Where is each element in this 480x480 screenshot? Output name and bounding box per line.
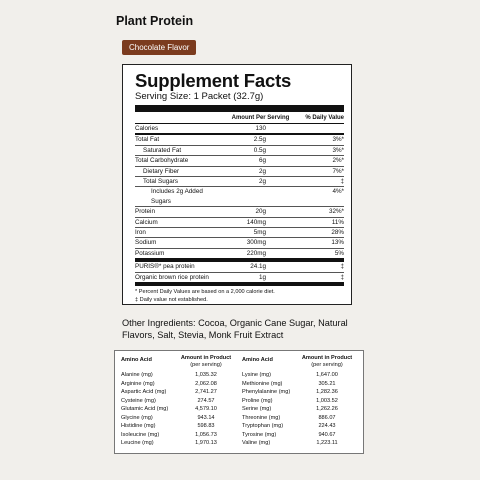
facts-column-header [135,112,344,124]
nutrient-amount: 2.5g [253,136,266,144]
amino-value: 1,223.11 [316,440,338,447]
blend-row [135,262,344,272]
thick-divider [135,105,344,112]
amino-name: Arginine (mg) [121,380,155,387]
amino-value: 940.67 [318,431,336,438]
amino-name: Valine (mg) [242,440,271,447]
nutrient-amount: 220mg [246,249,266,257]
amino-value: 2,741.27 [195,389,217,396]
amino-value: 4,579.10 [195,406,217,413]
nutrient-dv: 7%* [332,167,344,175]
amino-row [242,388,357,397]
nutrient-name: Total Fat [135,136,160,144]
amino-row [242,380,357,389]
flavor-badge: Chocolate Flavor [122,40,196,55]
amino-row [242,397,357,406]
amino-row [242,439,357,448]
amino-value: 305.21 [318,380,336,387]
amino-name: Leucine (mg) [121,440,154,447]
amino-value: 886.07 [318,414,336,421]
blend-dv: ‡ [340,263,344,271]
nutrient-name: Calories [135,125,159,132]
amino-row [121,388,236,397]
amino-name: Alanine (mg) [121,372,153,379]
nutrient-amount: 5mg [253,229,266,237]
blend-amount: 24.1g [250,263,266,271]
blend-row [135,273,344,282]
nutrient-row [135,187,344,207]
amino-name: Proline (mg) [242,397,273,404]
nutrient-row [135,124,344,135]
amino-column-right [242,355,357,453]
nutrient-row [135,238,344,248]
amino-value: 1,035.32 [195,372,217,379]
nutrient-dv: 4%* [332,188,344,196]
amino-value: 2,062.08 [195,380,217,387]
nutrient-dv: 3%* [332,136,344,144]
amino-rows-left [121,371,236,448]
amino-amount-header [176,355,236,368]
amino-row [242,414,357,423]
blend-name: Organic brown rice protein [135,273,209,281]
footnote-dv: * Percent Daily Values are based on a 2,000 calorie diet. [135,289,275,296]
blend-amount: 1g [258,273,266,281]
footnote-established: ‡ Daily value not established. [135,297,208,304]
amino-amount-header-label: Amount in Product [180,355,232,361]
amino-name: Methionine (mg) [242,380,283,387]
amino-amount-header-sub: (per serving) [190,361,222,368]
blend-rows [135,262,344,282]
amino-header [242,355,357,368]
amino-row [121,397,236,406]
amino-value: 1,282.36 [316,389,338,396]
amino-name: Histidine (mg) [121,423,156,430]
amino-value: 1,056.73 [195,431,217,438]
nutrient-row [135,135,344,145]
product-title: Plant Protein [116,14,194,28]
nutrient-dv: ‡ [340,178,344,186]
amino-name: Glutamic Acid (mg) [121,406,169,413]
nutrient-row [135,146,344,156]
nutrient-dv: 2%* [332,157,344,165]
nutrient-row [135,228,344,238]
amino-row [121,405,236,414]
amino-value: 598.83 [197,423,215,430]
amino-row [121,431,236,440]
nutrient-rows [135,124,344,258]
nutrient-amount: 130 [255,125,266,132]
nutrient-row [135,177,344,187]
nutrient-name: Includes 2g Added Sugars [151,188,203,205]
nutrient-name: Protein [135,208,155,216]
amino-column-left [121,355,236,453]
nutrient-dv: 32%* [328,208,344,216]
amino-name: Aspartic Acid (mg) [121,389,167,396]
nutrient-amount [214,187,304,206]
amino-name: Tyrosine (mg) [242,431,277,438]
nutrient-dv: 11% [331,218,344,226]
nutrient-amount: 2g [258,167,266,175]
amino-row [242,431,357,440]
amino-row [242,422,357,431]
amino-rows-right [242,371,357,448]
amino-row [121,380,236,389]
amino-name: Lysine (mg) [242,372,272,379]
nutrient-dv: 3%* [332,146,344,154]
amount-header: Amount Per Serving [231,115,290,121]
nutrient-name: Potassium [135,249,165,257]
nutrient-name: Total Sugars [143,178,179,186]
nutrient-row [135,156,344,166]
amino-header [121,355,236,368]
nutrient-name: Iron [135,229,146,237]
amino-row [242,405,357,414]
amino-name: Cysteine (mg) [121,397,156,404]
nutrient-row [135,218,344,228]
nutrient-name: Dietary Fiber [143,167,180,175]
amino-name-header: Amino Acid [242,357,273,363]
facts-heading: Supplement Facts [135,70,292,91]
amino-row [242,371,357,380]
amino-row [121,371,236,380]
amino-name: Phenylalanine (mg) [242,389,291,396]
nutrient-amount: 20g [255,208,266,216]
footnotes [135,286,344,304]
amino-value: 224.43 [318,423,336,430]
nutrient-amount: 300mg [246,239,266,247]
amino-amount-header-label: Amount in Product [301,355,353,361]
amino-name: Isoleucine (mg) [121,431,160,438]
amino-value: 274.57 [197,397,215,404]
amino-name: Serine (mg) [242,406,272,413]
nutrient-row [135,167,344,177]
dv-header: % Daily Value [305,115,344,121]
amino-name: Threonine (mg) [242,414,281,421]
amino-value: 1,003.52 [316,397,338,404]
amino-row [121,422,236,431]
nutrient-name: Calcium [135,218,158,226]
nutrient-dv [304,124,344,133]
blend-name: PURIS®* pea protein [135,263,195,271]
amino-acid-table [114,350,364,454]
amino-amount-header [297,355,357,368]
nutrient-dv: 5% [334,249,344,257]
nutrient-row [135,207,344,217]
nutrient-amount: 140mg [246,218,266,226]
amino-value: 1,262.26 [316,406,338,413]
nutrient-dv: 13% [331,239,344,247]
amino-value: 943.14 [197,414,215,421]
amino-value: 1,970.13 [195,440,217,447]
amino-name-header: Amino Acid [121,357,152,363]
nutrient-row [135,249,344,258]
blend-dv: ‡ [340,273,344,281]
nutrient-name: Saturated Fat [143,146,182,154]
amino-row [121,414,236,423]
amino-name: Glycine (mg) [121,414,153,421]
nutrient-name: Total Carbohydrate [135,157,189,165]
amino-value: 1,647.00 [316,372,338,379]
supplement-facts-panel [122,64,352,305]
amino-row [121,439,236,448]
amino-name: Tryptophan (mg) [242,423,284,430]
nutrient-amount: 6g [258,157,266,165]
nutrient-name: Sodium [135,239,157,247]
nutrient-amount: 2g [258,178,266,186]
amino-amount-header-sub: (per serving) [311,361,343,368]
serving-size: Serving Size: 1 Packet (32.7g) [135,91,264,102]
nutrient-dv: 28% [331,229,344,237]
nutrient-amount: 0.5g [253,146,266,154]
other-ingredients: Other Ingredients: Cocoa, Organic Cane Sugar, Natural Flavors, Salt, Stevia, Monk Fruit Extract [122,318,348,340]
